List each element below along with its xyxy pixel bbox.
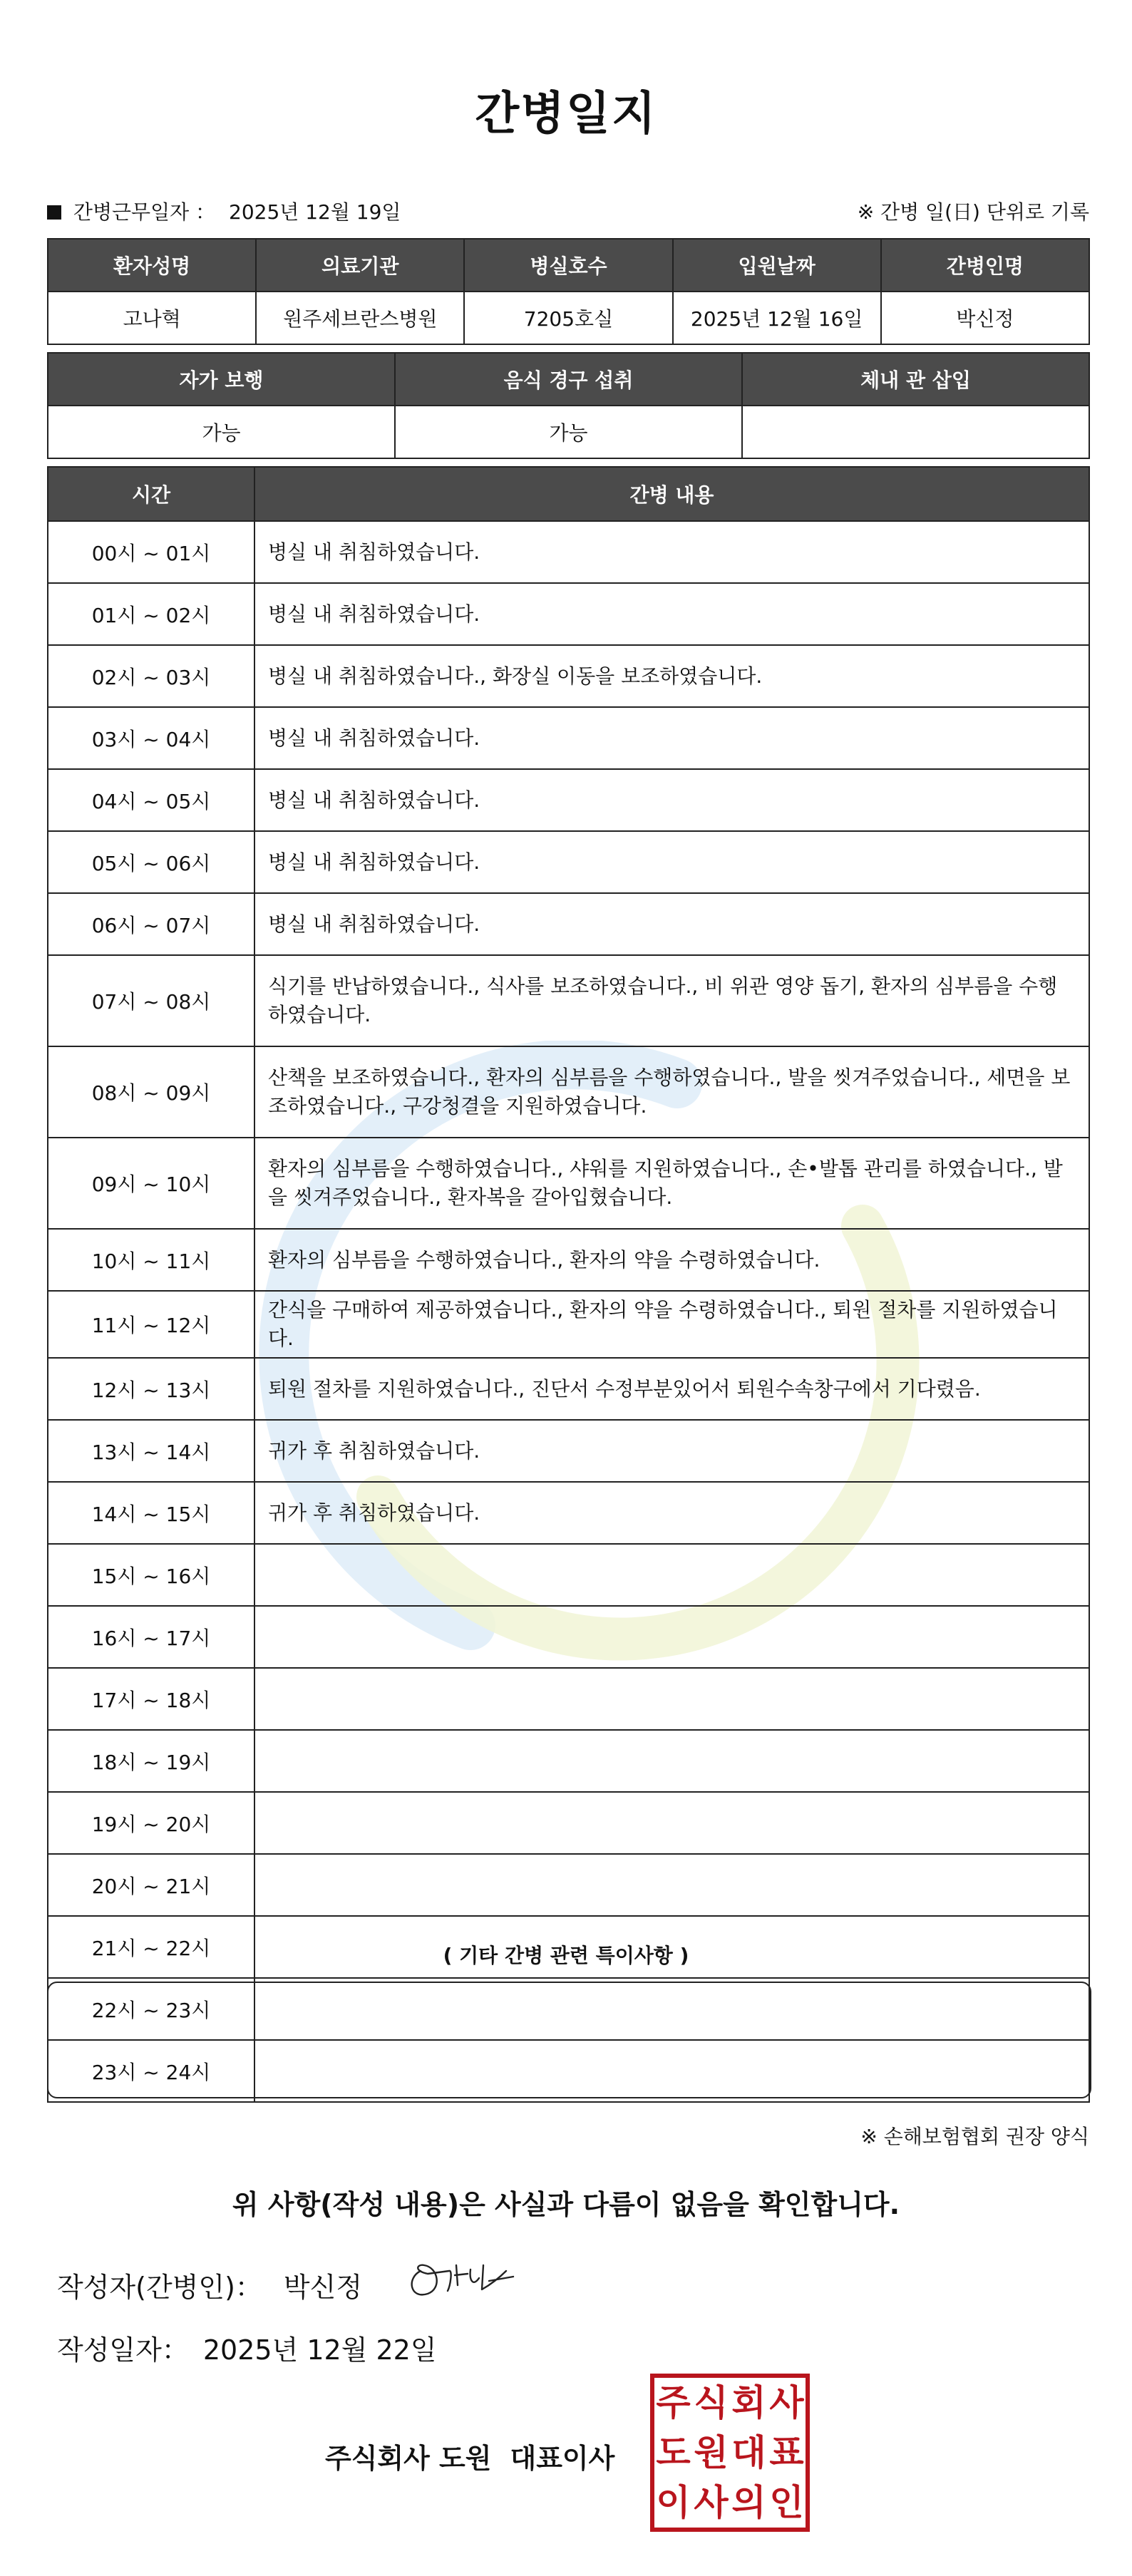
seal-glyph: 이 (656, 2481, 691, 2523)
care-content: 귀가 후 취침하였습니다. (254, 1420, 1089, 1482)
care-log-row (48, 1482, 1089, 1544)
care-content: 병실 내 취침하였습니다. (254, 769, 1089, 831)
seal-glyph: 회 (731, 2381, 766, 2423)
care-content (254, 1854, 1089, 1916)
care-log-row (48, 521, 1089, 583)
time-slot: 10시 ~ 11시 (48, 1229, 254, 1291)
care-log-row (48, 1730, 1089, 1792)
care-log-row (48, 1420, 1089, 1482)
seal-glyph: 도 (656, 2431, 691, 2473)
patient-info-header-row (48, 239, 1089, 292)
patient-name: 고나혁 (48, 292, 256, 344)
care-content (254, 1606, 1089, 1668)
seal-glyph: 주 (656, 2381, 691, 2423)
time-slot: 19시 ~ 20시 (48, 1792, 254, 1854)
time-slot: 06시 ~ 07시 (48, 893, 254, 955)
care-log-row (48, 1291, 1089, 1358)
care-log-row (48, 769, 1089, 831)
care-content: 간식을 구매하여 제공하였습니다., 환자의 약을 수령하였습니다., 퇴원 절차를 지원하였습니다. (254, 1291, 1089, 1358)
company-line (325, 2436, 614, 2475)
time-slot: 07시 ~ 08시 (48, 955, 254, 1046)
care-log-row (48, 583, 1089, 645)
oral-intake-value: 가능 (395, 406, 742, 458)
time-slot: 11시 ~ 12시 (48, 1291, 254, 1358)
header-care-content: 간병 내용 (254, 467, 1089, 521)
care-content (254, 1916, 1089, 1978)
writer-label: 작성자(간병인)： (57, 2272, 262, 2303)
form-source-note: ※ 손해보험협회 권장 양식 (860, 2125, 1089, 2148)
patient-condition-table (47, 352, 1090, 459)
care-log-row (48, 1358, 1089, 1420)
care-log-row (48, 955, 1089, 1046)
care-content (254, 1544, 1089, 1606)
work-date-value: 2025년 12월 19일 (229, 200, 401, 224)
care-content (254, 1792, 1089, 1854)
condition-value-row (48, 406, 1089, 458)
time-slot: 12시 ~ 13시 (48, 1358, 254, 1420)
care-log-row (48, 645, 1089, 707)
writer-line (57, 2265, 362, 2304)
care-content: 병실 내 취침하였습니다. (254, 893, 1089, 955)
time-slot: 03시 ~ 04시 (48, 707, 254, 769)
care-log-row (48, 1544, 1089, 1606)
company-seal-icon (650, 2374, 810, 2532)
walking-value: 가능 (48, 406, 395, 458)
care-content: 병실 내 취침하였습니다. (254, 707, 1089, 769)
care-log-row (48, 1792, 1089, 1854)
time-slot: 13시 ~ 14시 (48, 1420, 254, 1482)
time-slot: 14시 ~ 15시 (48, 1482, 254, 1544)
representative-title: 대표이사 (510, 2443, 615, 2474)
header-hospital: 의료기관 (256, 239, 464, 292)
time-slot: 20시 ~ 21시 (48, 1854, 254, 1916)
writer-name: 박신정 (283, 2272, 363, 2303)
time-slot: 01시 ~ 02시 (48, 583, 254, 645)
written-date-label: 작성일자： (57, 2334, 189, 2366)
header-room: 병실호수 (464, 239, 672, 292)
care-log-row (48, 1606, 1089, 1668)
care-content (254, 1668, 1089, 1730)
company-name: 주식회사 도원 (325, 2443, 492, 2474)
time-slot: 16시 ~ 17시 (48, 1606, 254, 1668)
care-log-row (48, 1978, 1089, 2040)
seal-glyph: 사 (694, 2481, 729, 2523)
time-slot: 18시 ~ 19시 (48, 1730, 254, 1792)
time-slot: 09시 ~ 10시 (48, 1138, 254, 1229)
care-log-row (48, 707, 1089, 769)
care-content: 병실 내 취침하였습니다. (254, 583, 1089, 645)
unit-note: ※ 간병 일(日) 단위로 기록 (857, 200, 1089, 224)
header-tube-insertion: 체내 관 삽입 (742, 353, 1089, 406)
seal-glyph: 인 (769, 2481, 804, 2523)
seal-glyph: 표 (769, 2431, 804, 2473)
care-content (254, 1978, 1089, 2040)
care-log-row (48, 1138, 1089, 1229)
header-walking: 자가 보행 (48, 353, 395, 406)
patient-info-table (47, 238, 1090, 345)
time-slot: 02시 ~ 03시 (48, 645, 254, 707)
care-log-row (48, 1229, 1089, 1291)
time-slot: 23시 ~ 24시 (48, 2040, 254, 2102)
patient-info-value-row (48, 292, 1089, 344)
seal-glyph: 대 (731, 2431, 766, 2473)
care-log-row (48, 2040, 1089, 2102)
work-date-label: 간병근무일자 ： (73, 200, 216, 224)
written-date-value: 2025년 12월 22일 (202, 2334, 437, 2366)
signature-icon (399, 2250, 520, 2307)
time-slot: 15시 ~ 16시 (48, 1544, 254, 1606)
time-slot: 08시 ~ 09시 (48, 1046, 254, 1138)
seal-glyph: 원 (694, 2431, 729, 2473)
care-log-table (47, 466, 1090, 2103)
header-time: 시간 (48, 467, 254, 521)
care-content: 병실 내 취침하였습니다. (254, 521, 1089, 583)
care-content: 병실 내 취침하였습니다. (254, 831, 1089, 893)
work-date-line (47, 197, 401, 225)
time-slot: 22시 ~ 23시 (48, 1978, 254, 2040)
time-slot: 00시 ~ 01시 (48, 521, 254, 583)
time-slot: 05시 ~ 06시 (48, 831, 254, 893)
time-slot: 04시 ~ 05시 (48, 769, 254, 831)
care-log-row (48, 1046, 1089, 1138)
document-title: 간병일지 (475, 88, 657, 140)
header-patient-name: 환자성명 (48, 239, 256, 292)
care-content: 식기를 반납하였습니다., 식사를 보조하였습니다., 비 위관 영양 돕기, 환자의 심부름을 수행하였습니다. (254, 955, 1089, 1046)
care-content: 산책을 보조하였습니다., 환자의 심부름을 수행하였습니다., 발을 씻겨주었습니다., 세면을 보조하였습니다., 구강청결을 지원하였습니다. (254, 1046, 1089, 1138)
room-number: 7205호실 (464, 292, 672, 344)
time-slot: 17시 ~ 18시 (48, 1668, 254, 1730)
hospital-name: 원주세브란스병원 (256, 292, 464, 344)
care-log-row (48, 1668, 1089, 1730)
care-content: 귀가 후 취침하였습니다. (254, 1482, 1089, 1544)
care-content (254, 1730, 1089, 1792)
care-content: 환자의 심부름을 수행하였습니다., 환자의 약을 수령하였습니다. (254, 1229, 1089, 1291)
caregiver-name: 박신정 (881, 292, 1089, 344)
care-log-header-row (48, 467, 1089, 521)
care-log-row (48, 1916, 1089, 1978)
notes-title: ( 기타 간병 관련 특이사항 ) (443, 1944, 689, 1967)
care-content (254, 2040, 1089, 2102)
tube-insertion-value (742, 406, 1089, 458)
confirmation-statement: 위 사항(작성 내용)은 사실과 다름이 없음을 확인합니다. (232, 2189, 900, 2220)
square-bullet-icon (47, 205, 61, 220)
care-content: 환자의 심부름을 수행하였습니다., 샤워를 지원하였습니다., 손•발톱 관리를 하였습니다., 발을 씻겨주었습니다., 환자복을 갈아입혔습니다. (254, 1138, 1089, 1229)
care-log-row (48, 893, 1089, 955)
seal-glyph: 사 (769, 2381, 804, 2423)
care-log-rows (48, 521, 1089, 2102)
condition-header-row (48, 353, 1089, 406)
care-content: 퇴원 절차를 지원하였습니다., 진단서 수정부분있어서 퇴원수속창구에서 기다렸음. (254, 1358, 1089, 1420)
seal-glyph: 의 (731, 2481, 766, 2523)
care-log-row (48, 831, 1089, 893)
header-admission-date: 입원날짜 (673, 239, 881, 292)
header-caregiver-name: 간병인명 (881, 239, 1089, 292)
header-oral-intake: 음식 경구 섭취 (395, 353, 742, 406)
time-slot: 21시 ~ 22시 (48, 1916, 254, 1978)
care-content: 병실 내 취침하였습니다., 화장실 이동을 보조하였습니다. (254, 645, 1089, 707)
written-date-line (57, 2328, 437, 2367)
care-log-row (48, 1854, 1089, 1916)
seal-glyph: 식 (694, 2381, 729, 2423)
admission-date: 2025년 12월 16일 (673, 292, 881, 344)
